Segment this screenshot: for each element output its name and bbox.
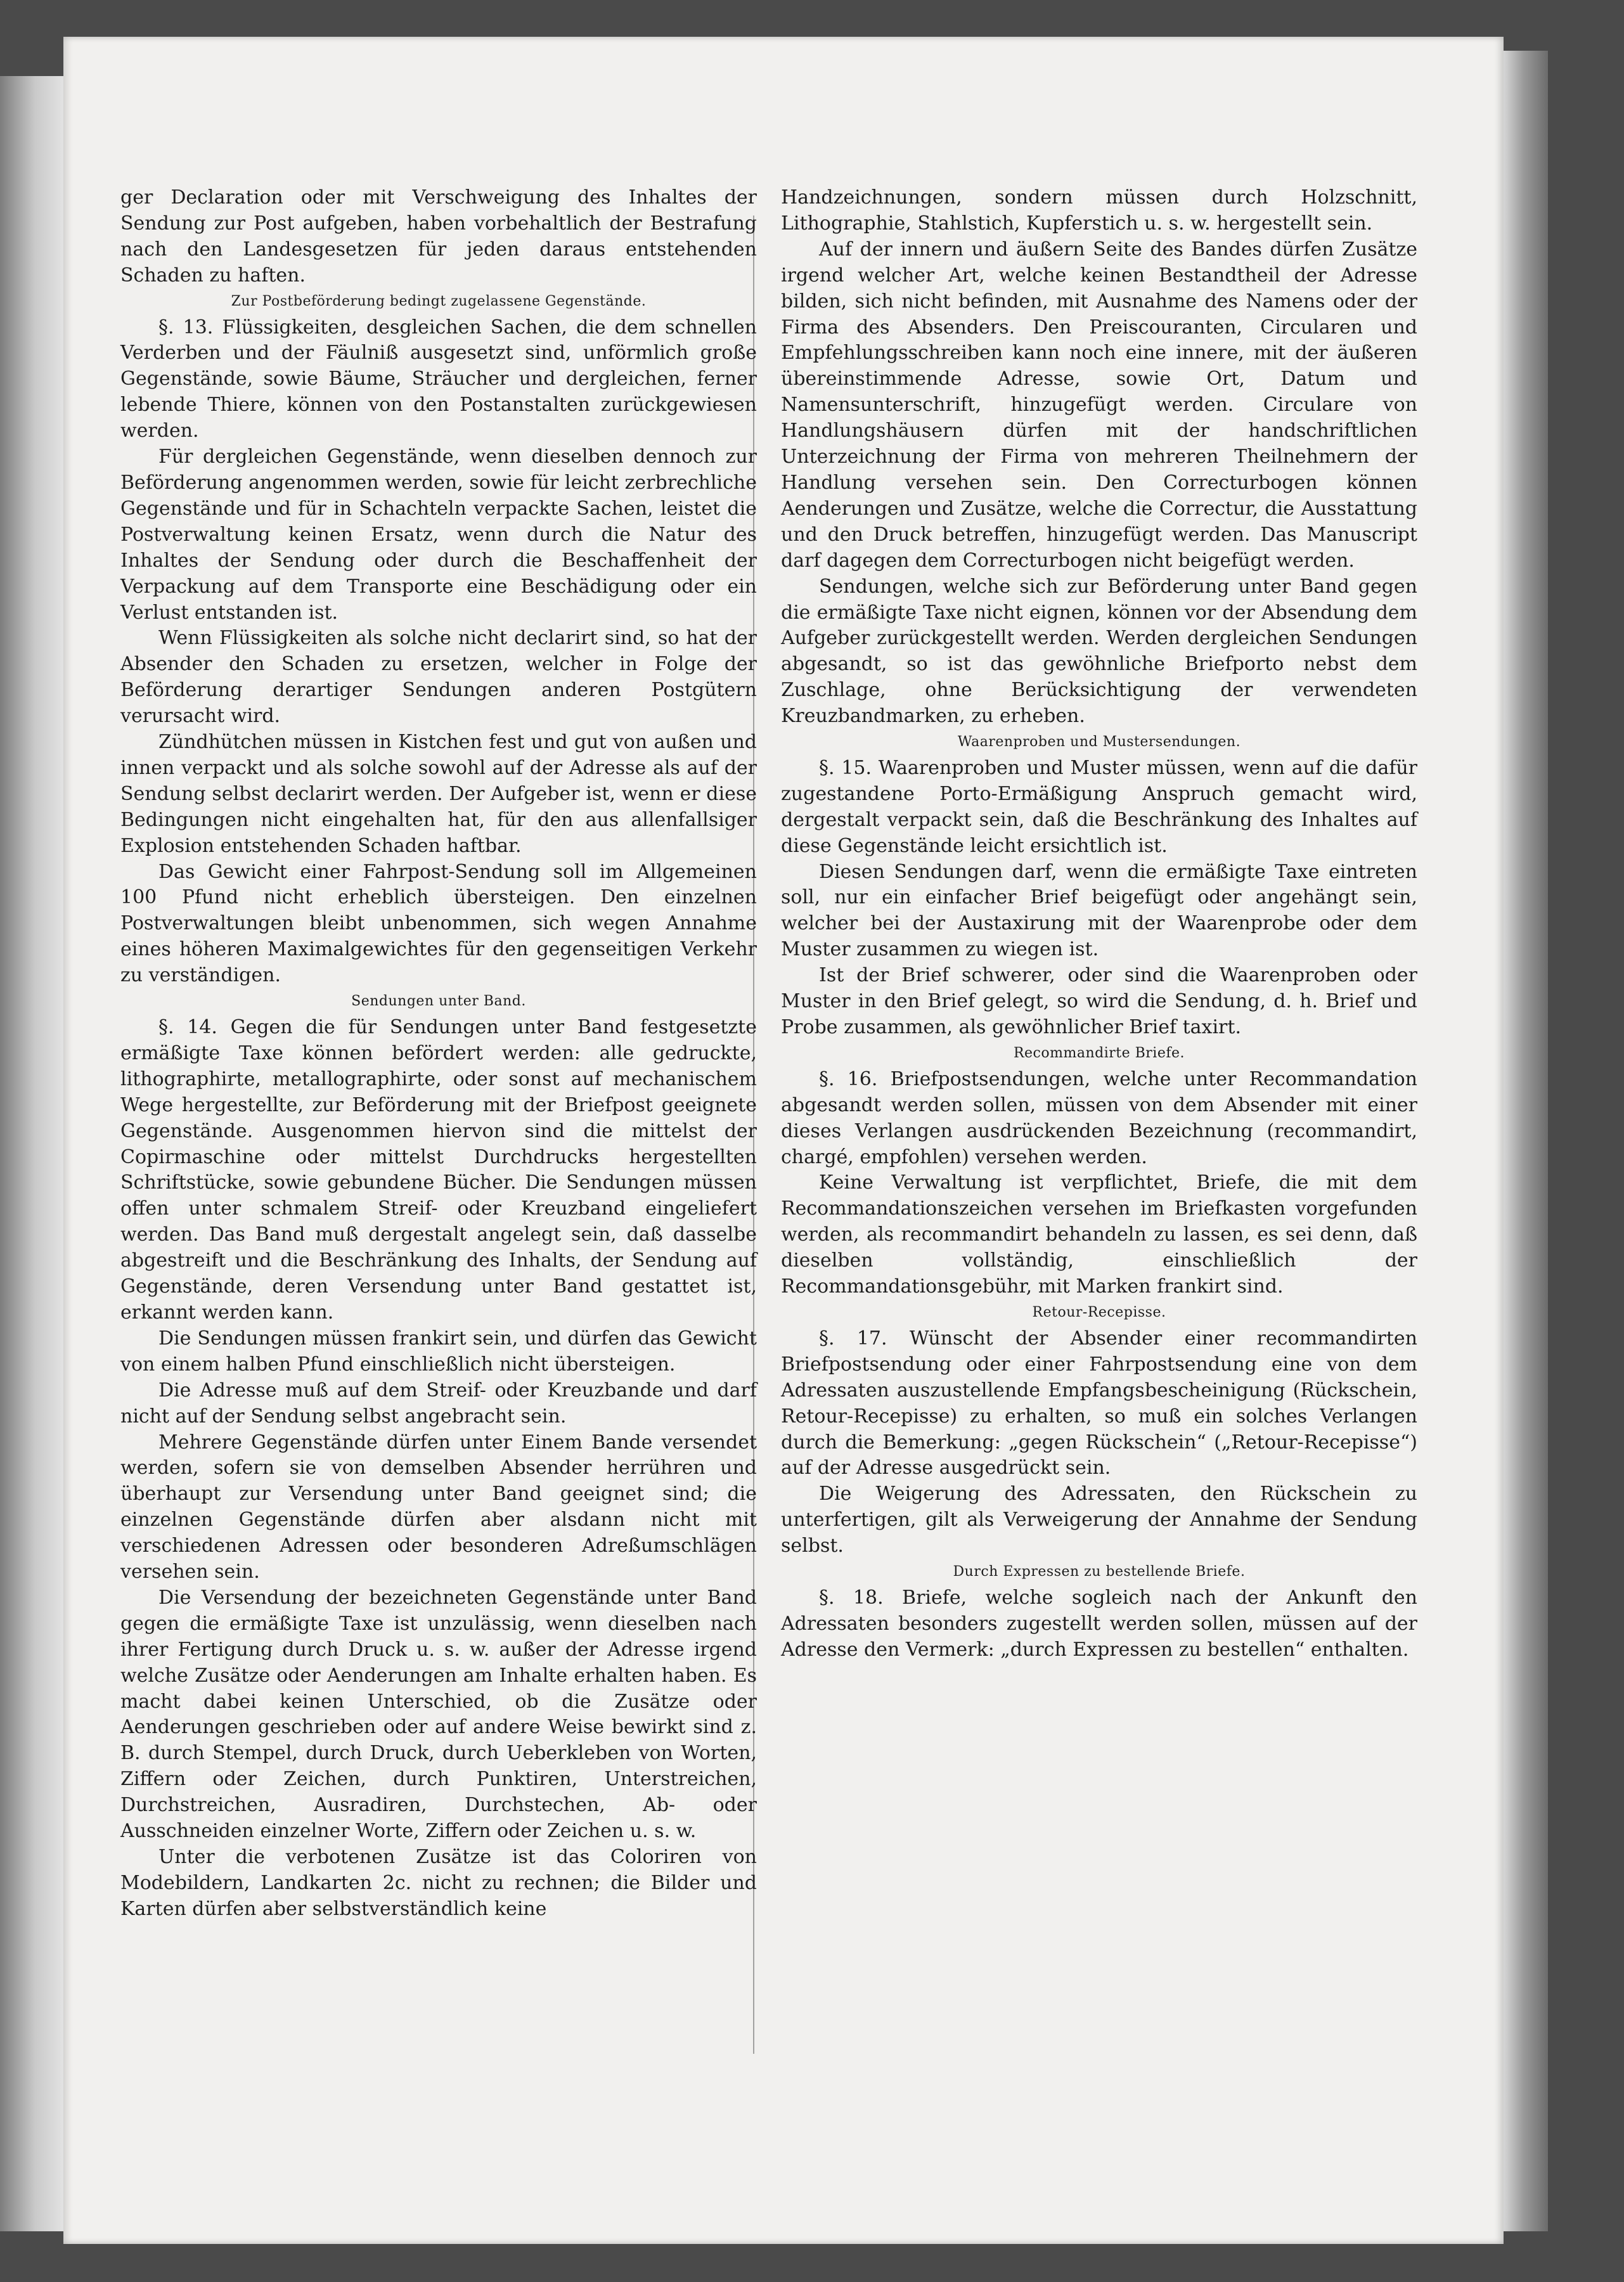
- paragraph: Auf der innern und äußern Seite des Bandes dürfen Zusätze irgend welcher Art, welche keinen Bestandtheil der Adresse bilden, sich nicht befinden, mit Ausnahme des Namens oder der Firma des Absenders. Den Preiscouranten, Circularen und Empfehlungsschreiben kann noch eine innere, mit der äußeren übereinstimmende Adresse, sowie Ort, Datum und Namensunterschrift, hinzugefügt werden. Circulare von Handlungshäusern dürfen mit der handschriftlichen Unterzeichnung der Firma von mehreren Theilnehmern der Handlung versehen sein. Den Correcturbogen können Aenderungen und Zusätze, welche die Correctur, die Ausstattung und den Druck betreffen, hinzugefügt werden. Das Manuscript darf dagegen dem Correcturbogen nicht beigefügt werden.: [781, 238, 1417, 572]
- section-heading: Waarenproben und Mustersendungen.: [957, 734, 1241, 751]
- previous-page-edge: [0, 76, 63, 2231]
- section-heading: Retour-Recepisse.: [1032, 1304, 1166, 1320]
- paragraph: §. 14. Gegen die für Sendungen unter Band festgesetzte ermäßigte Taxe können befördert werden: alle gedruckte, lithographirte, metallographirte, oder sonst auf mechanischem Wege hergestellte, zur Beförderung mit der Briefpost geeignete Gegenstände. Ausgenommen hiervon sind die mittelst der Copirmaschine oder mittelst Durchdrucks hergestellten Schriftstücke, sowie gebundene Bücher. Die Sendungen müssen offen unter schmalem Streif- oder Kreuzband eingeliefert werden. Das Band muß dergestalt angelegt sein, daß dasselbe abgestreift und die Beschränkung des Inhalts, der Sendung auf Gegenstände, deren Versendung unter Band gestattet ist, erkannt werden kann.: [120, 1016, 757, 1324]
- section-heading: Recommandirte Briefe.: [1013, 1045, 1185, 1061]
- left-text-column: [120, 185, 757, 1923]
- paragraph: §. 16. Briefpostsendungen, welche unter Recommandation abgesandt werden sollen, müssen von dem Absender mit einer dieses Verlangen ausdrückenden Bezeichnung (recommandirt, chargé, empfohlen) versehen werden.: [781, 1067, 1417, 1168]
- paragraph: Ist der Brief schwerer, oder sind die Waarenproben oder Muster in den Brief gelegt, so wird die Sendung, d. h. Brief und Probe zusammen, als gewöhnlicher Brief taxirt.: [781, 964, 1417, 1038]
- paragraph: Die Sendungen müssen frankirt sein, und dürfen das Gewicht von einem halben Pfund einschließlich nicht übersteigen.: [120, 1327, 757, 1376]
- paragraph: Die Adresse muß auf dem Streif- oder Kreuzbande und darf nicht auf der Sendung selbst angebracht sein.: [120, 1379, 757, 1428]
- paragraph: Zündhütchen müssen in Kistchen fest und gut von außen und innen verpackt und als solche sowohl auf der Adresse als auf der Sendung selbst declarirt werden. Der Aufgeber ist, wenn er diese Bedingungen nicht eingehalten hat, für den aus allenfallsiger Explosion entstehenden Schaden haftbar.: [120, 731, 757, 857]
- paragraph: §. 15. Waarenproben und Muster müssen, wenn auf die dafür zugestandene Porto-Ermäßigung Anspruch gemacht wird, dergestalt verpackt sein, daß die Beschränkung des Inhaltes auf diese Gegenstände leicht ersichtlich ist.: [781, 756, 1417, 857]
- page-stack-edge: [1504, 51, 1548, 2231]
- right-text-column: [781, 185, 1417, 1663]
- paragraph: Handzeichnungen, sondern müssen durch Holzschnitt, Lithographie, Stahlstich, Kupferstich u. s. w. hergestellt sein.: [781, 186, 1417, 235]
- section-heading: Zur Postbeförderung bedingt zugelassene Gegenstände.: [231, 293, 647, 309]
- paragraph: ger Declaration oder mit Verschweigung des Inhaltes der Sendung zur Post aufgeben, haben vorbehaltlich der Bestrafung nach den Landesgesetzen für jeden daraus entstehenden Schaden zu haften.: [120, 186, 757, 287]
- paragraph: Mehrere Gegenstände dürfen unter Einem Bande versendet werden, sofern sie von demselben Absender herrühren und überhaupt zur Versendung unter Band geeignet sind; die einzelnen Gegenstände dürfen aber alsdann nicht mit verschiedenen Adressen oder besonderen Adreßumschlägen versehen sein.: [120, 1431, 757, 1583]
- paragraph: Die Versendung der bezeichneten Gegenstände unter Band gegen die ermäßigte Taxe ist unzulässig, wenn dieselben nach ihrer Fertigung durch Druck u. s. w. außer der Adresse irgend welche Zusätze oder Aenderungen am Inhalte erhalten haben. Es macht dabei keinen Unterschied, ob die Zusätze oder Aenderungen geschrieben oder auf andere Weise bewirkt sind z. B. durch Stempel, durch Druck, durch Ueberkleben von Worten, Ziffern oder Zeichen, durch Punktiren, Unterstreichen, Durchstreichen, Ausradiren, Durchstechen, Ab- oder Ausschneiden einzelner Worte, Ziffern oder Zeichen u. s. w.: [120, 1586, 757, 1843]
- paragraph: Keine Verwaltung ist verpflichtet, Briefe, die mit dem Recommandationszeichen versehen im Briefkasten vorgefunden werden, als recommandirt behandeln zu lassen, es sei denn, daß dieselben vollständig, einschließlich der Recommandationsgebühr, mit Marken frankirt sind.: [781, 1171, 1417, 1298]
- section-heading: Sendungen unter Band.: [351, 993, 526, 1010]
- paragraph: §. 17. Wünscht der Absender einer recommandirten Briefpostsendung oder einer Fahrpostsendung eine von dem Adressaten auszustellende Empfangsbescheinigung (Rückschein, Retour-Recepisse) zu erhalten, so muß ein solches Verlangen durch die Bemerkung: „gegen Rückschein“ („Retour-Recepisse“) auf der Adresse ausgedrückt sein.: [781, 1327, 1417, 1479]
- paragraph: Diesen Sendungen darf, wenn die ermäßigte Taxe eintreten soll, nur ein einfacher Brief beigefügt oder angehängt sein, welcher bei der Austaxirung mit der Waarenprobe oder dem Muster zusammen zu wiegen ist.: [781, 860, 1417, 961]
- paragraph: Die Weigerung des Adressaten, den Rückschein zu unterfertigen, gilt als Verweigerung der Annahme der Sendung selbst.: [781, 1483, 1417, 1557]
- paragraph: Das Gewicht einer Fahrpost-Sendung soll im Allgemeinen 100 Pfund nicht erheblich übersteigen. Den einzelnen Postverwaltungen bleibt unbenommen, sich wegen Annahme eines höheren Maximalgewichtes für den gegenseitigen Verkehr zu verständigen.: [120, 860, 757, 987]
- paragraph: Sendungen, welche sich zur Beförderung unter Band gegen die ermäßigte Taxe nicht eignen, können vor der Absendung dem Aufgeber zurückgestellt werden. Werden dergleichen Sendungen abgesandt, so ist das gewöhnliche Briefporto nebst dem Zuschlage, ohne Berücksichtigung der verwendeten Kreuzbandmarken, zu erheben.: [781, 575, 1417, 728]
- paragraph: Wenn Flüssigkeiten als solche nicht declarirt sind, so hat der Absender den Schaden zu ersetzen, welcher in Folge der Beförderung derartiger Sendungen anderen Postgütern verursacht wird.: [120, 627, 757, 728]
- section-heading: Durch Expressen zu bestellende Briefe.: [953, 1564, 1246, 1580]
- paragraph: Für dergleichen Gegenstände, wenn dieselben dennoch zur Beförderung angenommen werden, sowie für leicht zerbrechliche Gegenstände und für in Schachteln verpackte Sachen, leistet die Postverwaltung keinen Ersatz, wenn durch die Natur des Inhaltes der Sendung oder durch die Beschaffenheit der Verpackung auf dem Transporte eine Beschädigung oder ein Verlust entstanden ist.: [120, 446, 757, 624]
- paragraph: Unter die verbotenen Zusätze ist das Coloriren von Modebildern, Landkarten 2c. nicht zu rechnen; die Bilder und Karten dürfen aber selbstverständlich keine: [120, 1846, 757, 1920]
- paragraph: §. 18. Briefe, welche sogleich nach der Ankunft den Adressaten besonders zugestellt werden sollen, müssen auf der Adresse den Vermerk: „durch Expressen zu bestellen“ enthalten.: [781, 1586, 1417, 1661]
- paragraph: §. 13. Flüssigkeiten, desgleichen Sachen, die dem schnellen Verderben und der Fäulniß ausgesetzt sind, unförmlich große Gegenstände, sowie Bäume, Sträucher und dergleichen, ferner lebende Thiere, können von den Postanstalten zurückgewiesen werden.: [120, 316, 757, 442]
